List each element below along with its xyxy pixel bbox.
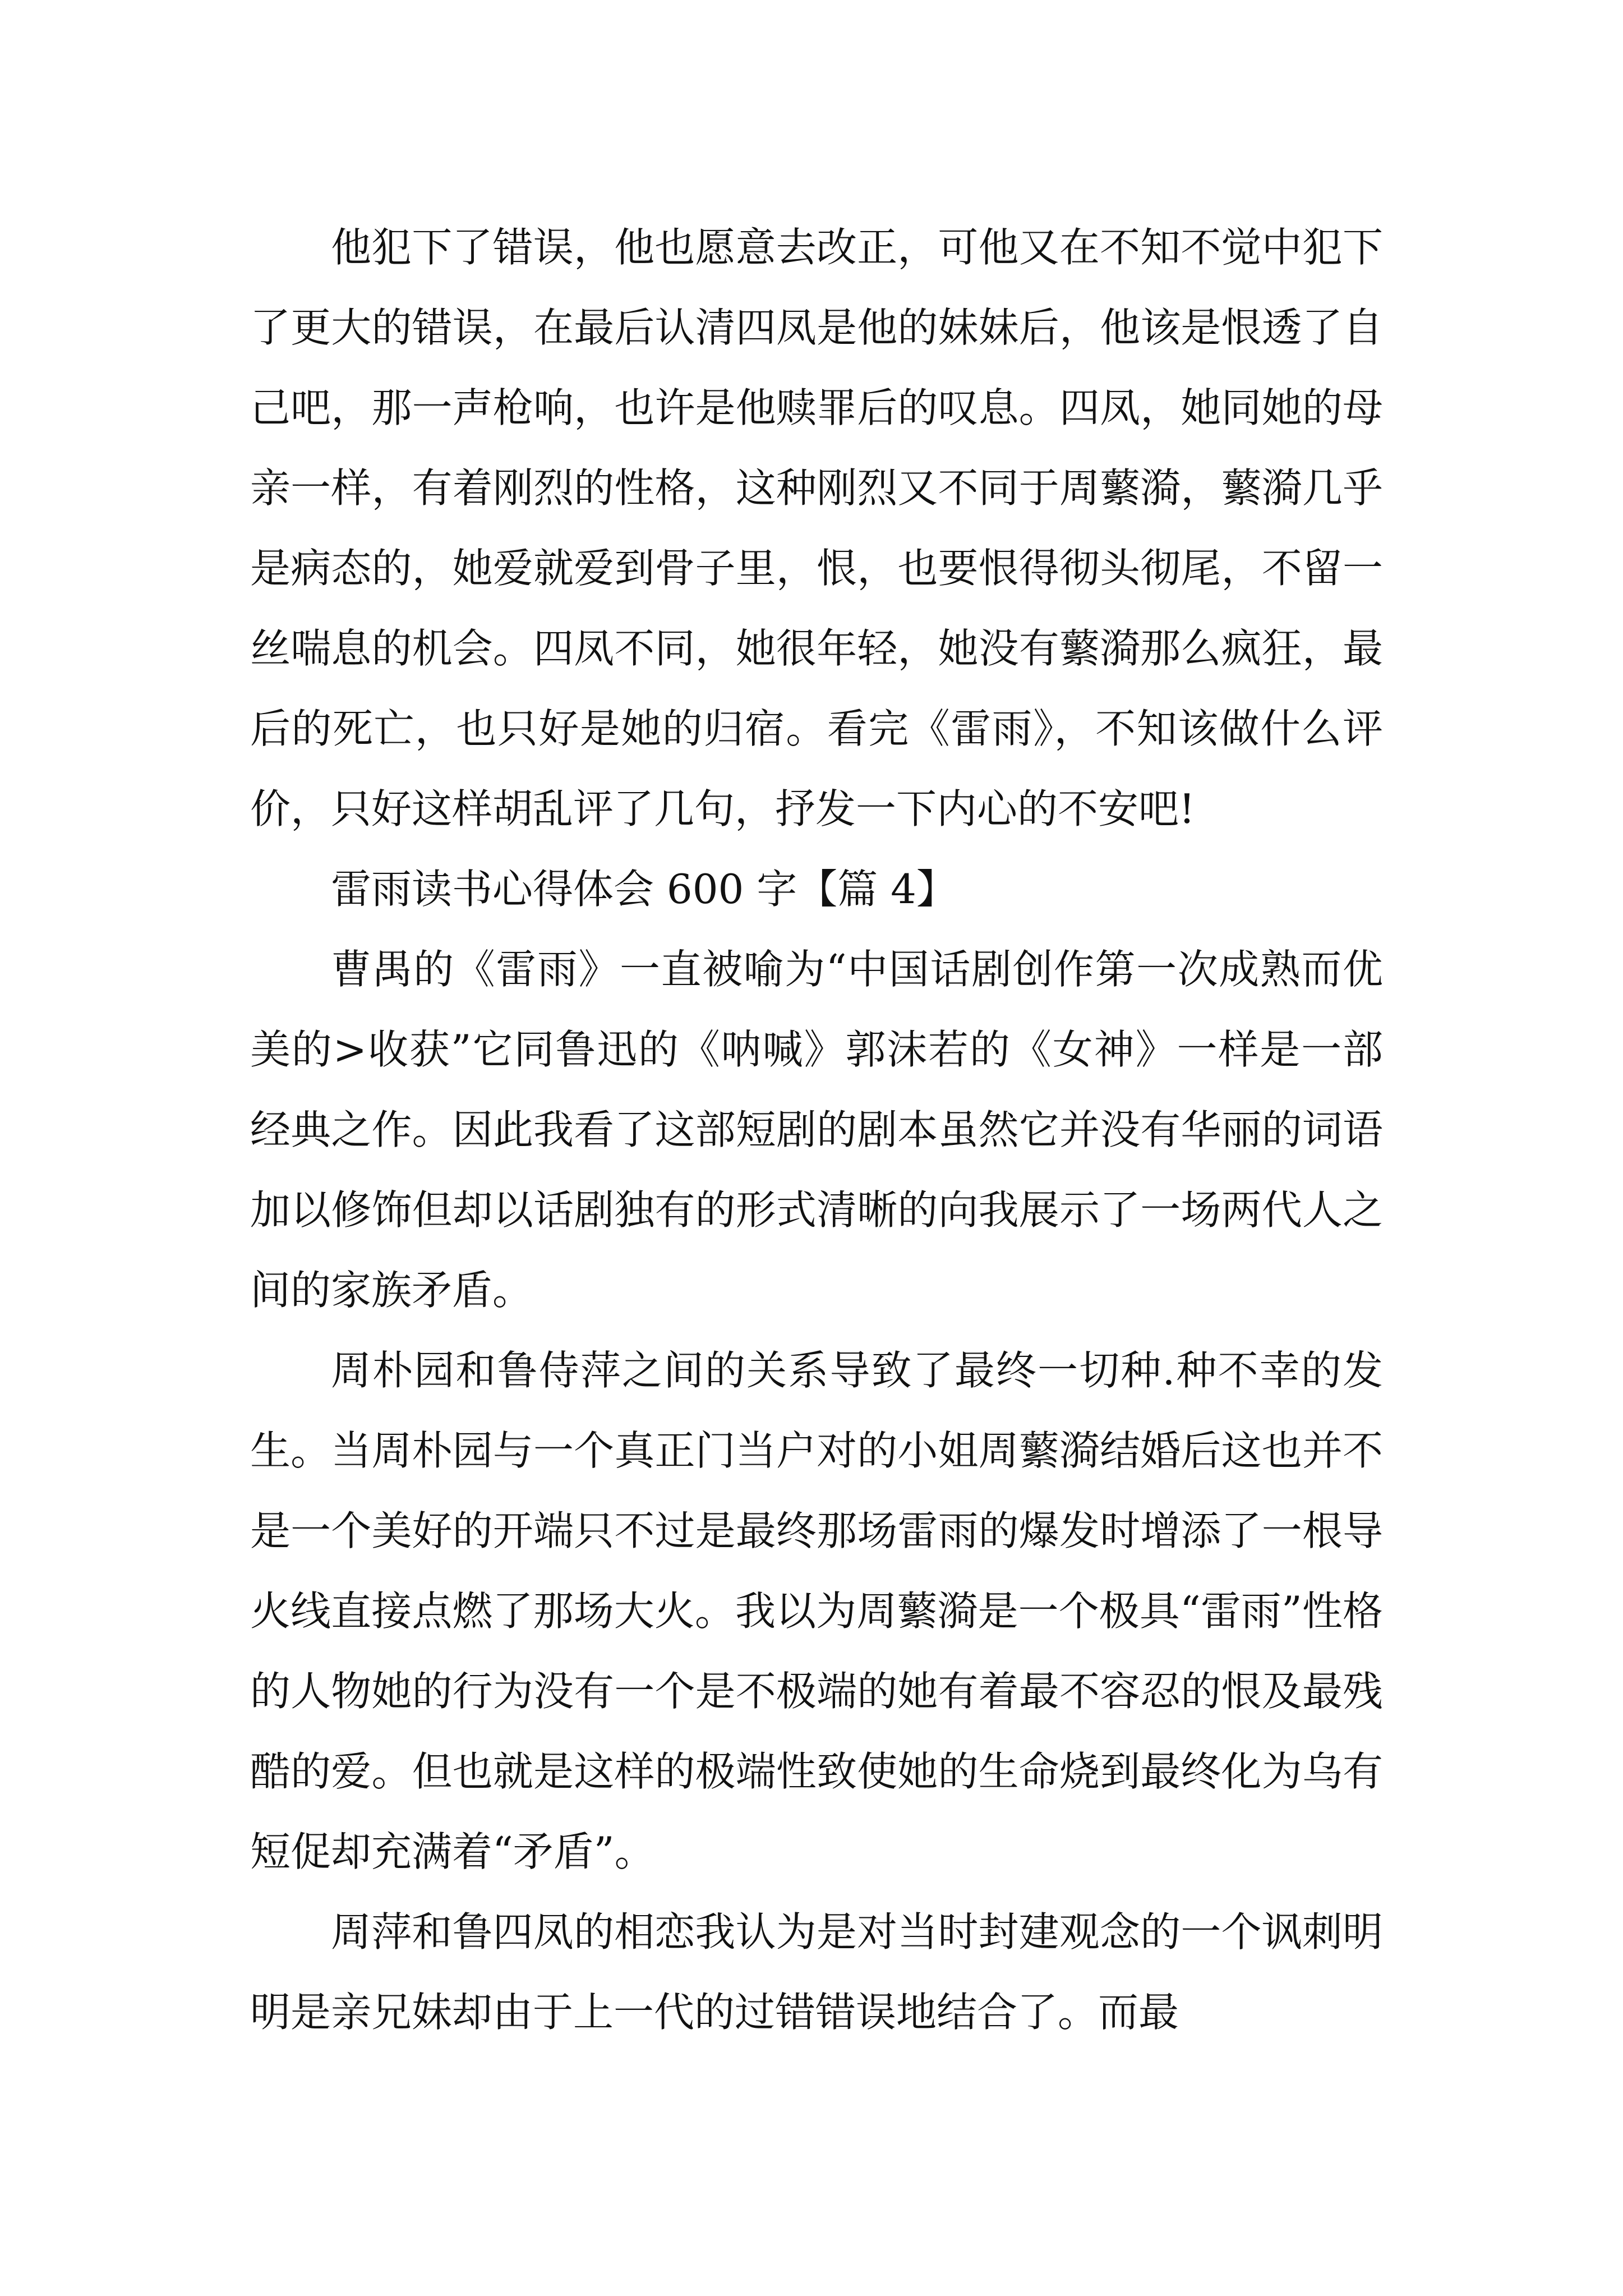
body-text	[250, 208, 1383, 2053]
paragraph-continuation: 他犯下了错误，他也愿意去改正，可他又在不知不觉中犯下了更大的错误，在最后认清四凤是他的妹妹后，他该是恨透了自己吧，那一声枪响，也许是他赎罪后的叹息。四凤，她同她的母亲一样，有着刚烈的性格，这种刚烈又不同于周蘩漪，蘩漪几乎是病态的，她爱就爱到骨子里，恨，也要恨得彻头彻尾，不留一丝喘息的机会。四凤不同，她很年轻，她没有蘩漪那么疯狂，最后的死亡，也只好是她的归宿。看完《雷雨》，不知该做什么评价，只好这样胡乱评了几句，抒发一下内心的不安吧!	[250, 224, 1383, 832]
paragraph-intro: 曹禺的《雷雨》一直被喻为“中国话剧创作第一次成熟而优美的>收获”它同鲁迅的《呐喊》郭沫若的《女神》一样是一部经典之作。因此我看了这部短剧的剧本虽然它并没有华丽的词语加以修饰但却以话剧独有的形式清晰的向我展示了一场两代人之间的家族矛盾。	[250, 946, 1383, 1314]
paragraph-zhou-puyuan: 周朴园和鲁侍萍之间的关系导致了最终一切种.种不幸的发生。当周朴园与一个真正门当户对的小姐周蘩漪结婚后这也并不是一个美好的开端只不过是最终那场雷雨的爆发时增添了一根导火线直接点燃了那场大火。我以为周蘩漪是一个极具“雷雨”性格的人物她的行为没有一个是不极端的她有着最不容忍的恨及最残酷的爱。但也就是这样的极端性致使她的生命烧到最终化为乌有短促却充满着“矛盾”。	[250, 1347, 1383, 1875]
paragraph-zhou-ping: 周萍和鲁四凤的相恋我认为是对当时封建观念的一个讽刺明明是亲兄妹却由于上一代的过错错误地结合了。而最	[250, 1908, 1383, 2036]
section-heading: 雷雨读书心得体会 600 字【篇 4】	[331, 866, 957, 913]
